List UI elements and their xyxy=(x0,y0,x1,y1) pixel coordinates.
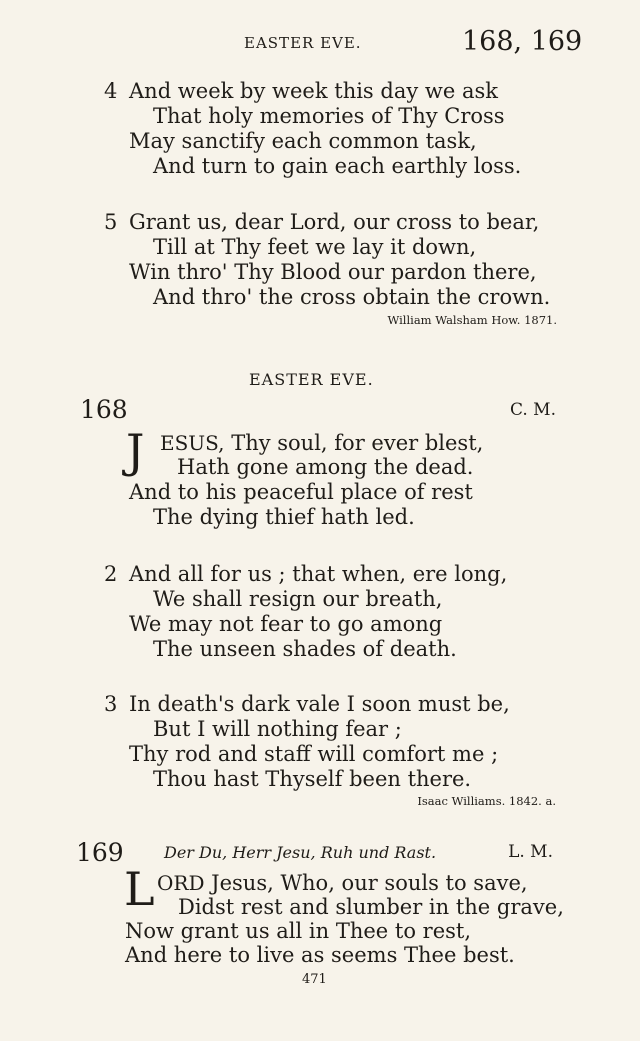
verse-line: And here to live as seems Thee best. xyxy=(125,943,515,967)
page-numbers: 168, 169 xyxy=(462,26,583,57)
verse-line: And to his peaceful place of rest xyxy=(129,480,473,504)
page-folio: 471 xyxy=(302,972,327,987)
verse-line: Thou hast Thyself been there. xyxy=(153,767,472,791)
first-words-caps: ESUS, xyxy=(160,431,225,455)
verse-line: The dying thief hath led. xyxy=(153,505,415,529)
hymn-number: 169 xyxy=(76,838,124,867)
attribution: Isaac Williams. 1842. a. xyxy=(417,794,556,808)
verse-number: 5 xyxy=(104,210,118,234)
hymn-meter: L. M. xyxy=(508,842,553,862)
verse-line: Grant us, dear Lord, our cross to bear, xyxy=(129,210,540,234)
running-title: EASTER EVE. xyxy=(244,34,362,52)
verse-line: And week by week this day we ask xyxy=(129,79,498,103)
hymn-meter: C. M. xyxy=(509,400,556,420)
verse-line: Didst rest and slumber in the grave, xyxy=(178,895,564,919)
section-title: EASTER EVE. xyxy=(249,370,374,389)
verse-number: 3 xyxy=(104,692,118,716)
verse-line: Thy rod and staff will comfort me ; xyxy=(129,742,499,766)
verse-line: In death's dark vale I soon must be, xyxy=(129,692,510,716)
first-line-rest: Thy soul, for ever blest, xyxy=(224,431,484,455)
verse-line: Win thro' Thy Blood our pardon there, xyxy=(129,260,537,284)
verse-line: And turn to gain each earthly loss. xyxy=(153,154,522,178)
verse-line: Now grant us all in Thee to rest, xyxy=(125,919,472,943)
verse-line: Hath gone among the dead. xyxy=(177,455,474,479)
verse-line xyxy=(157,871,528,895)
verse-number: 4 xyxy=(104,79,118,103)
verse-line: And all for us ; that when, ere long, xyxy=(129,562,508,586)
verse-line xyxy=(160,431,483,455)
drop-cap: L xyxy=(124,862,155,916)
verse-line: But I will nothing fear ; xyxy=(153,717,402,741)
verse-line: We shall resign our breath, xyxy=(153,587,443,611)
first-line-rest: Jesus, Who, our souls to save, xyxy=(204,871,528,895)
verse-number: 2 xyxy=(104,562,118,586)
drop-cap: J xyxy=(126,424,145,478)
verse-line: And thro' the cross obtain the crown. xyxy=(153,285,551,309)
hymn-number: 168 xyxy=(80,395,128,424)
first-words-caps: ORD xyxy=(157,871,205,895)
original-title: Der Du, Herr Jesu, Ruh und Rast. xyxy=(164,843,437,862)
verse-line: May sanctify each common task, xyxy=(129,129,477,153)
verse-line: We may not fear to go among xyxy=(129,612,443,636)
verse-line: Till at Thy feet we lay it down, xyxy=(153,235,477,259)
verse-line: That holy memories of Thy Cross xyxy=(153,104,505,128)
verse-line: The unseen shades of death. xyxy=(153,637,457,661)
attribution: William Walsham How. 1871. xyxy=(387,313,557,327)
